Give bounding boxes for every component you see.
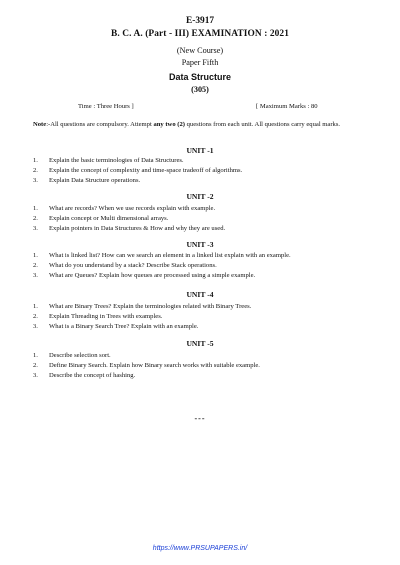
question-number: 2.: [33, 313, 38, 321]
question-item: [33, 166, 373, 176]
question-text: What are records? When we use records explain with example.: [49, 205, 216, 212]
question-item: [33, 261, 373, 271]
question-text: Define Binary Search. Explain how Binary search works with suitable example.: [49, 362, 260, 370]
question-number: 1.: [33, 157, 38, 164]
question-number: 1.: [33, 252, 38, 259]
note-label: Note: [33, 121, 47, 128]
question-text: Explain pointers in Data Structures & How and why they are used.: [49, 225, 226, 233]
question-number: 3.: [33, 177, 38, 185]
unit-2-questions: [33, 204, 373, 235]
unit-3-questions: [33, 251, 373, 282]
footer-link[interactable]: https://www.PRSUPAPERS.in/: [152, 545, 248, 552]
question-item: [33, 302, 373, 312]
question-item: [33, 251, 373, 261]
question-item: [33, 156, 373, 166]
unit-2-title: UNIT -2: [186, 192, 214, 201]
question-number: 2.: [33, 167, 38, 175]
unit-4-questions: [33, 302, 373, 333]
maximum-marks: [ Maximum Marks : 80: [256, 103, 318, 110]
question-text: Explain Data Structure operations.: [49, 177, 141, 185]
question-text: Explain Threading in Trees with examples.: [49, 313, 163, 321]
subject-title: Data Structure: [168, 72, 231, 82]
unit-1-title: UNIT -1: [186, 146, 214, 155]
question-text: Explain the concept of complexity and time-space tradeoff of algorithms.: [49, 167, 243, 175]
question-item: [33, 361, 373, 371]
question-number: 2.: [33, 262, 38, 270]
paper-number: Paper Fifth: [181, 58, 219, 67]
question-item: [33, 214, 373, 224]
instructions-note: [33, 120, 383, 129]
question-number: 2.: [33, 215, 38, 223]
unit-5-title: UNIT -5: [186, 339, 214, 348]
question-item: [33, 224, 373, 234]
question-number: 3.: [33, 225, 38, 233]
question-text: What are Queues? Explain how queues are processed using a simple example.: [49, 272, 256, 280]
question-item: [33, 176, 373, 186]
exam-title: B. C. A. (Part - III) EXAMINATION : 2021: [110, 29, 290, 39]
note-text-before: :-All questions are compulsory. Attempt: [46, 121, 154, 128]
question-item: [33, 312, 373, 322]
question-item: [33, 371, 373, 381]
question-item: [33, 322, 373, 332]
note-bold-text: any two (2): [153, 121, 185, 128]
subject-code: (305): [191, 85, 209, 94]
unit-4-title: UNIT -4: [186, 290, 214, 299]
question-item: [33, 271, 373, 281]
question-number: 3.: [33, 323, 38, 331]
question-text: What are Binary Trees? Explain the terminologies related with Binary Trees.: [49, 303, 252, 310]
question-number: 2.: [33, 362, 38, 370]
question-number: 3.: [33, 272, 38, 280]
question-text: Describe selection sort.: [49, 352, 111, 359]
question-text: Explain the basic terminologies of Data Structures.: [49, 157, 184, 164]
note-text-after: questions from each unit. All questions carry equal marks.: [184, 121, 341, 128]
question-text: Describe the concept of hashing.: [49, 372, 136, 380]
question-number: 1.: [33, 352, 38, 359]
course-label: (New Course): [176, 46, 224, 55]
end-of-paper-mark: ---: [194, 414, 206, 423]
question-text: What is linked list? How can we search an element in a linked list explain with an example.: [49, 252, 291, 259]
question-text: What is a Binary Search Tree? Explain with an example.: [49, 323, 199, 331]
time-limit: Time : Three Hours ]: [78, 103, 134, 110]
question-text: What do you understand by a stack? Describe Stack operations.: [49, 262, 217, 270]
unit-3-title: UNIT -3: [186, 240, 214, 249]
paper-code: E-3917: [185, 16, 215, 26]
question-item: [33, 204, 373, 214]
unit-1-questions: [33, 156, 373, 187]
question-number: 1.: [33, 205, 38, 212]
question-item: [33, 351, 373, 361]
question-number: 1.: [33, 303, 38, 310]
unit-5-questions: [33, 351, 373, 382]
question-number: 3.: [33, 372, 38, 380]
question-text: Explain concept or Multi dimensional arrays.: [49, 215, 169, 223]
